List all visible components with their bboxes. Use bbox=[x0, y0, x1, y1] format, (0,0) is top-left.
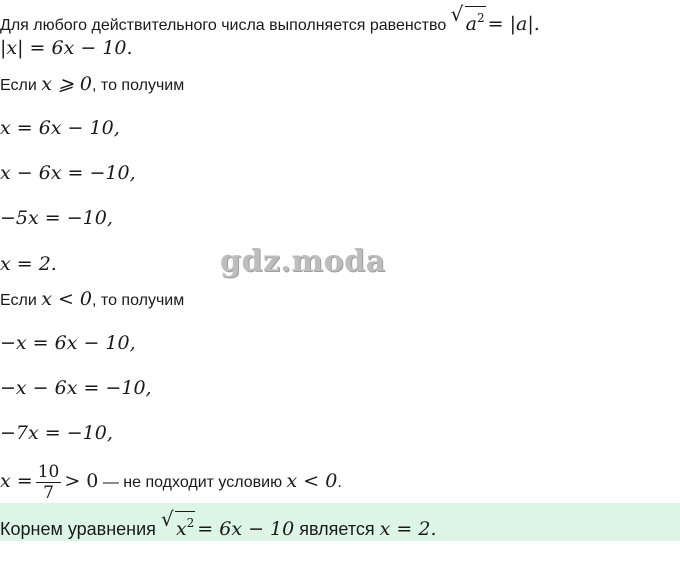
case2-period: . bbox=[337, 474, 342, 491]
answer-box bbox=[0, 503, 680, 541]
intro-text: Для любого действительного числа выполняется равенство bbox=[0, 17, 447, 34]
case2-prefix: Если bbox=[0, 292, 37, 309]
case1-header bbox=[0, 74, 184, 96]
case2-step-1: −x = 6x − 10, bbox=[0, 332, 136, 354]
answer-result: x = 2. bbox=[379, 518, 437, 540]
case2-header bbox=[0, 289, 184, 311]
fraction-numerator: 10 bbox=[37, 462, 60, 483]
intro-math-tail: = |a|. bbox=[487, 13, 540, 35]
answer-prefix: Корнем уравнения bbox=[0, 519, 156, 539]
case2-reject-text: — не подходит условию bbox=[98, 474, 287, 491]
case1-result: x = 2. bbox=[0, 253, 57, 275]
case2-step-3: −7x = −10, bbox=[0, 422, 113, 444]
sqrt-x-squared: √ $x^2$ bbox=[160, 507, 195, 540]
answer-line bbox=[0, 507, 437, 540]
case1-step-3: −5x = −10, bbox=[0, 207, 113, 229]
case2-condition: x < 0 bbox=[41, 288, 93, 310]
greater-than-zero: > 0 bbox=[64, 470, 99, 492]
case1-step-2: x − 6x = −10, bbox=[0, 162, 136, 184]
intro-line bbox=[0, 2, 540, 36]
watermark-logo: gdz.moda bbox=[220, 244, 386, 279]
case1-suffix: , то получим bbox=[92, 77, 185, 94]
sqrt-a-squared: √ $a^2$ bbox=[450, 2, 485, 35]
answer-equation-tail: = 6x − 10 bbox=[197, 518, 295, 540]
case1-step-1: x = 6x − 10, bbox=[0, 117, 120, 139]
case1-prefix: Если bbox=[0, 77, 37, 94]
abs-equation: |x| = 6x − 10. bbox=[0, 37, 133, 59]
case2-result bbox=[0, 458, 342, 506]
answer-middle: является bbox=[299, 519, 375, 539]
fraction-denominator: 7 bbox=[43, 483, 54, 504]
case2-step-2: −x − 6x = −10, bbox=[0, 377, 152, 399]
case2-suffix: , то получим bbox=[92, 292, 185, 309]
case2-reject-condition: x < 0 bbox=[286, 470, 338, 492]
case2-x-equals: x = bbox=[0, 470, 33, 492]
case1-condition: x ⩾ 0 bbox=[41, 73, 93, 95]
fraction-10-7 bbox=[36, 462, 62, 503]
